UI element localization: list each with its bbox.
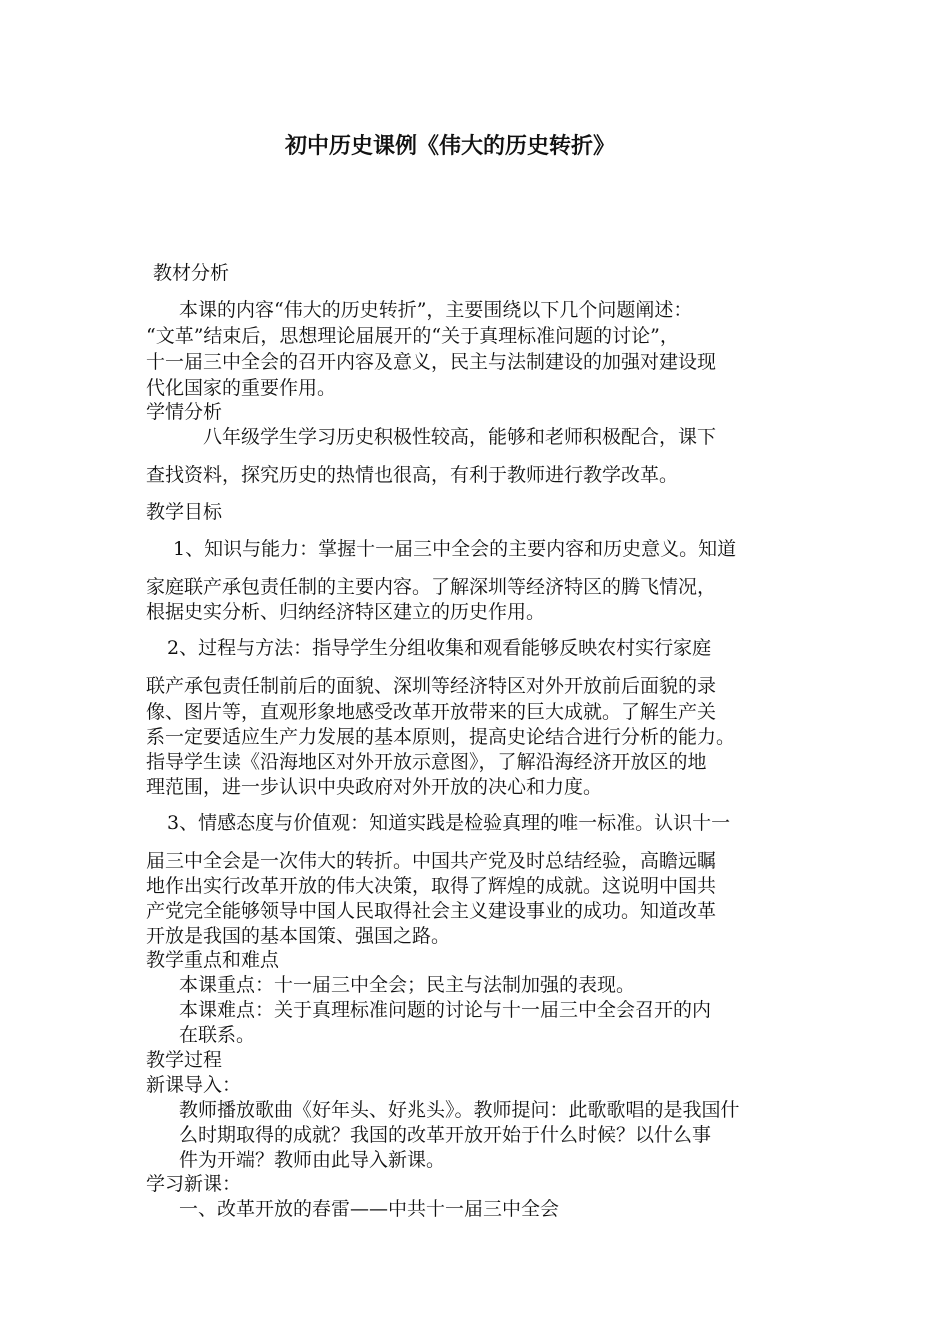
heading-key-points: 教学重点和难点 — [146, 949, 280, 971]
goal-line: 联产承包责任制前后的面貌、深圳等经济特区对外开放前后面貌的录 — [146, 675, 717, 697]
subheading-new-lesson: 学习新课： — [146, 1173, 242, 1195]
key-point-line: 本课难点：关于真理标准问题的讨论与十一届三中全会召开的内 — [179, 999, 712, 1021]
paragraph-line: 查找资料，探究历史的热情也很高，有利于教师进行教学改革。 — [146, 464, 679, 486]
goal-line: 产党完全能够领导中国人民取得社会主义建设事业的成功。知道改革 — [146, 900, 717, 922]
heading-material-analysis: 教材分析 — [153, 262, 230, 284]
process-line: 教师播放歌曲《好年头、好兆头》。教师提问：此歌歌唱的是我国什 — [179, 1099, 740, 1121]
goal-line: 3、情感态度与价值观：知道实践是检验真理的唯一标准。认识十一 — [167, 812, 731, 834]
key-point-line: 在联系。 — [179, 1024, 256, 1046]
goal-line: 理范围，进一步认识中央政府对外开放的决心和力度。 — [146, 776, 603, 798]
paragraph-line: 十一届三中全会的召开内容及意义，民主与法制建设的加强对建设现 — [146, 351, 717, 373]
goal-line: 像、图片等，直观形象地感受改革开放带来的巨大成就。了解生产关 — [146, 701, 717, 723]
paragraph-line: 八年级学生学习历史积极性较高，能够和老师积极配合，课下 — [203, 426, 717, 448]
goal-line: 1、知识与能力：掌握十一届三中全会的主要内容和历史意义。知道 — [173, 538, 737, 560]
goal-line: 2、过程与方法：指导学生分组收集和观看能够反映农村实行家庭 — [167, 637, 712, 659]
process-line: 件为开端？教师由此导入新课。 — [179, 1149, 446, 1171]
goal-line: 届三中全会是一次伟大的转折。中国共产党及时总结经验，高瞻远瞩 — [146, 850, 717, 872]
key-point-line: 本课重点：十一届三中全会；民主与法制加强的表现。 — [179, 974, 636, 996]
goal-line: 系一定要适应生产力发展的基本原则，提高史论结合进行分析的能力。 — [146, 726, 736, 748]
paragraph-line: “文革”结束后，思想理论届展开的“关于真理标准问题的讨论”， — [146, 325, 679, 347]
document-title: 初中历史课例《伟大的历史转折》 — [284, 134, 615, 159]
goal-line: 家庭联产承包责任制的主要内容。了解深圳等经济特区的腾飞情况， — [146, 576, 717, 598]
heading-teaching-goals: 教学目标 — [146, 501, 223, 523]
goal-line: 指导学生读《沿海地区对外开放示意图》，了解沿海经济开放区的地 — [146, 751, 707, 773]
paragraph-line: 本课的内容“伟大的历史转折”，主要围绕以下几个问题阐述： — [179, 299, 693, 321]
heading-student-analysis: 学情分析 — [146, 401, 223, 423]
paragraph-line: 代化国家的重要作用。 — [146, 377, 337, 399]
process-line: 么时期取得的成就？我国的改革开放开始于什么时候？以什么事 — [179, 1124, 712, 1146]
goal-line: 根据史实分析、归纳经济特区建立的历史作用。 — [146, 601, 546, 623]
subheading-intro: 新课导入： — [146, 1074, 242, 1096]
process-line: 一、改革开放的春雷——中共十一届三中全会 — [179, 1198, 560, 1220]
goal-line: 开放是我国的基本国策、强国之路。 — [146, 925, 451, 947]
heading-process: 教学过程 — [146, 1049, 223, 1071]
goal-line: 地作出实行改革开放的伟大决策，取得了辉煌的成就。这说明中国共 — [146, 875, 717, 897]
